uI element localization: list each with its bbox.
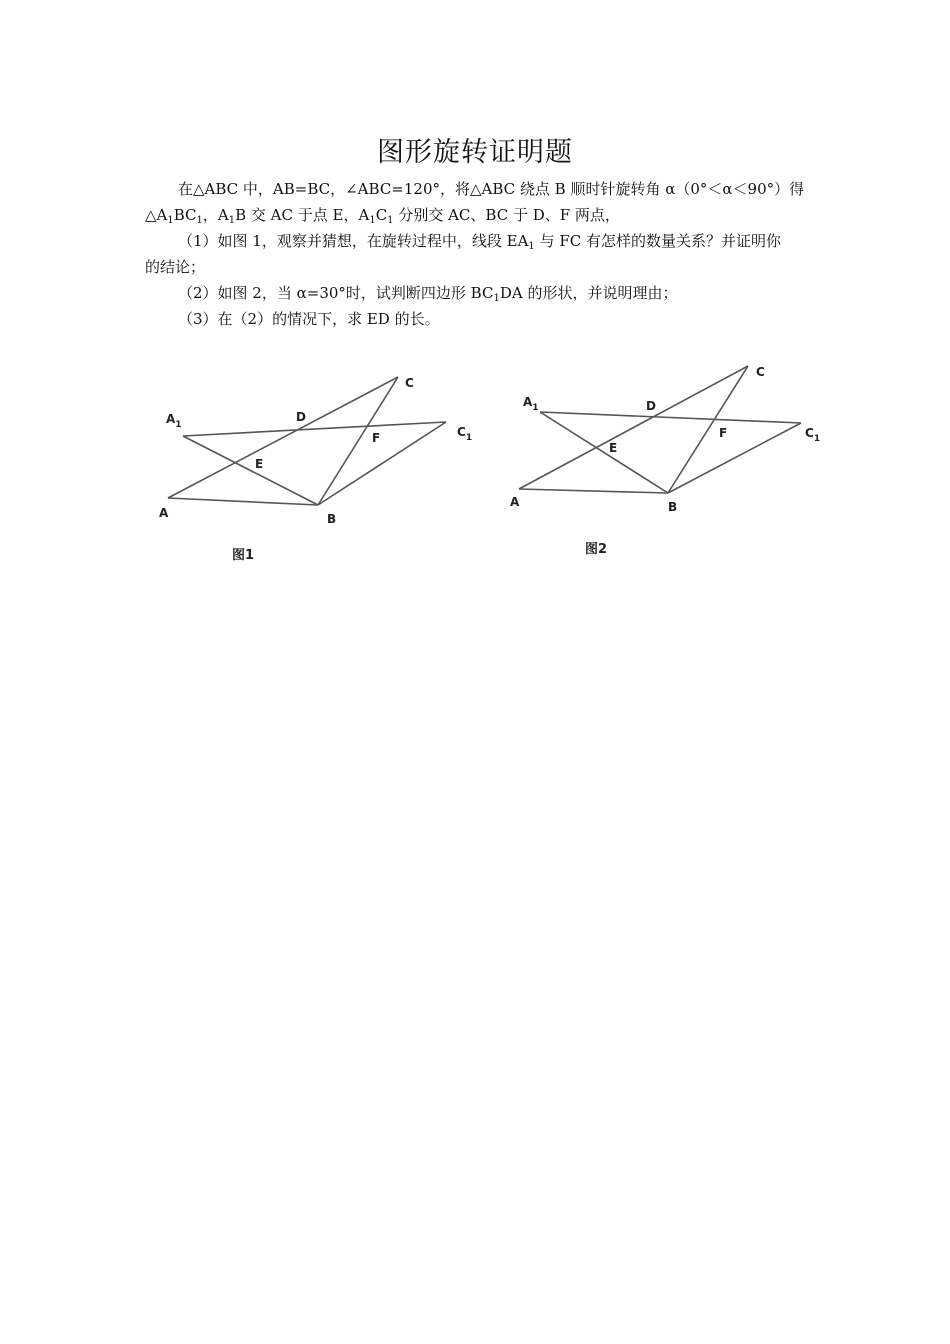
question-1-cont: 的结论； [145,258,206,276]
question-2: （2）如图 2，当 α=30°时，试判断四边形 $BC_1DA$ 的形状，并说明理由； [178,284,678,304]
figure-1 [159,376,472,563]
problem-intro-line1: 在△ABC 中，AB=BC，∠ABC=120°，将△ABC 绕点 B 顺时针旋转角 α（0°＜α＜90°）得 [178,180,805,198]
fig2-label-A: A [510,495,520,509]
problem-intro-line2: $\triangle A_1BC_1$，$A_1B$ 交 AC 于点 E，$A_1C_1$ 分别交 AC、BC 于 D、F 两点， [145,206,620,226]
fig1-segment-A1-C1 [183,422,446,436]
fig2-label-E: E [609,441,618,455]
question-1: （1）如图 1，观察并猜想，在旋转过程中，线段 $EA_1$ 与 FC 有怎样的数量关系？并证明你 [178,232,781,252]
fig1-label-B: B [327,512,337,526]
fig2-segment-A1-C1 [540,412,801,423]
fig2-label-A1: $A_1$ [523,395,539,413]
fig1-segment-A-C [168,377,398,498]
fig1-label-A: A [159,506,169,520]
fig1-caption: 图1 [232,548,255,563]
fig1-segment-A1-B [183,436,318,505]
page-title: 图形旋转证明题 [377,137,573,168]
fig2-label-C: C [756,365,765,379]
fig2-caption: 图2 [585,542,608,557]
fig1-label-F: F [372,431,381,445]
fig1-segment-B-C1 [318,422,446,505]
fig2-label-C1: $C_1$ [805,426,821,444]
fig2-label-B: B [668,500,678,514]
fig2-segment-A1-B [540,412,668,493]
question-3: （3）在（2）的情况下，求 ED 的长。 [178,310,440,328]
fig2-segment-B-C [668,366,748,493]
figure-2 [510,365,820,557]
fig2-segment-B-C1 [668,423,801,493]
fig1-label-A1: $A_1$ [166,412,182,430]
fig2-label-D: D [646,399,656,413]
fig1-label-D: D [296,410,306,424]
fig1-segment-A-B [168,498,318,505]
fig1-label-E: E [255,457,264,471]
fig1-label-C1: $C_1$ [457,425,473,443]
fig2-segment-A-B [519,489,668,493]
fig1-segment-B-C [318,377,398,505]
fig2-label-F: F [719,426,728,440]
fig1-label-C: C [405,376,414,390]
